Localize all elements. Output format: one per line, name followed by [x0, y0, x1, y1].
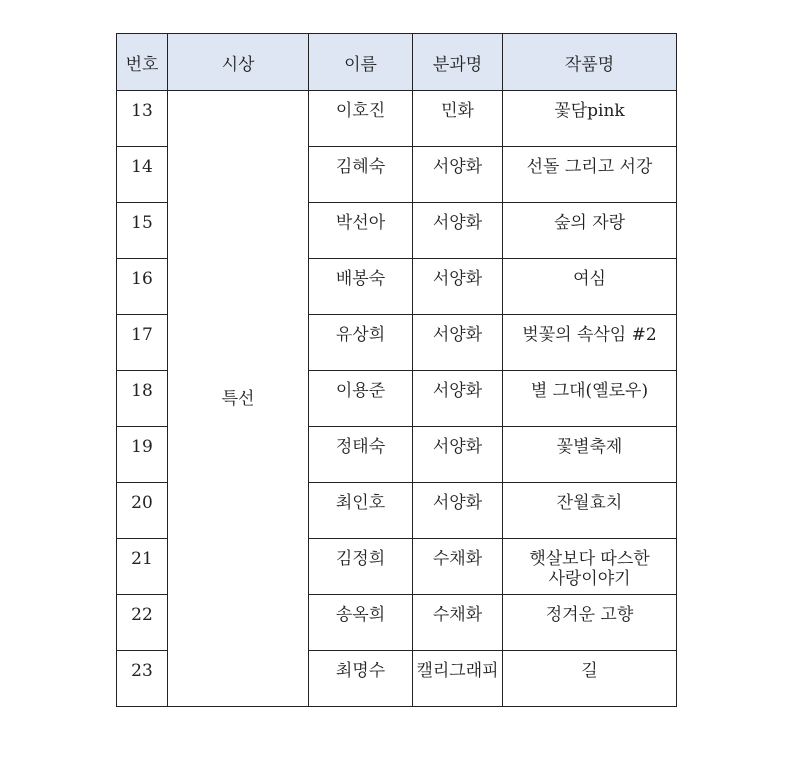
cell-number: 13 [117, 91, 168, 147]
cell-work-title [503, 147, 677, 203]
cell-number: 19 [117, 427, 168, 483]
cell-work-title [503, 539, 677, 595]
cell-number: 20 [117, 483, 168, 539]
cell-work-title [503, 315, 677, 371]
work-title-line: 선돌 그리고 서강 [526, 157, 653, 177]
header-award: 시상 [168, 34, 309, 91]
cell-category: 수채화 [413, 595, 503, 651]
cell-number: 23 [117, 651, 168, 707]
header-name: 이름 [309, 34, 413, 91]
header-work: 작품명 [503, 34, 677, 91]
cell-category: 서양화 [413, 483, 503, 539]
work-title-line: 꽃담pink [554, 101, 625, 121]
cell-number: 15 [117, 203, 168, 259]
cell-category: 캘리그래피 [413, 651, 503, 707]
cell-category: 서양화 [413, 259, 503, 315]
header-number: 번호 [117, 34, 168, 91]
cell-name: 김정희 [309, 539, 413, 595]
work-title-line: 꽃별축제 [556, 437, 623, 457]
cell-category: 서양화 [413, 147, 503, 203]
cell-work-title [503, 259, 677, 315]
cell-name: 이호진 [309, 91, 413, 147]
cell-number: 16 [117, 259, 168, 315]
work-title-line: 숲의 자랑 [553, 213, 626, 233]
cell-name: 박선아 [309, 203, 413, 259]
work-title-line: 벚꽃의 속삭임 #2 [522, 325, 657, 345]
header-category: 분과명 [413, 34, 503, 91]
cell-category: 서양화 [413, 427, 503, 483]
cell-work-title [503, 595, 677, 651]
cell-number: 17 [117, 315, 168, 371]
work-title-line: 길 [581, 661, 598, 681]
cell-name: 유상희 [309, 315, 413, 371]
cell-number: 21 [117, 539, 168, 595]
header-row [117, 34, 677, 91]
cell-category: 서양화 [413, 315, 503, 371]
cell-work-title [503, 427, 677, 483]
cell-number: 14 [117, 147, 168, 203]
cell-number: 22 [117, 595, 168, 651]
cell-category: 민화 [413, 91, 503, 147]
cell-name: 김혜숙 [309, 147, 413, 203]
cell-work-title [503, 91, 677, 147]
awards-table [116, 33, 677, 707]
table-row [117, 91, 677, 147]
cell-name: 정태숙 [309, 427, 413, 483]
table-body [117, 91, 677, 707]
cell-name: 최명수 [309, 651, 413, 707]
cell-category: 서양화 [413, 371, 503, 427]
cell-name: 배봉숙 [309, 259, 413, 315]
cell-work-title [503, 203, 677, 259]
cell-award-group: 특선 [168, 91, 309, 707]
cell-work-title [503, 651, 677, 707]
cell-category: 서양화 [413, 203, 503, 259]
work-title-line: 잔월효치 [556, 493, 623, 513]
cell-category: 수채화 [413, 539, 503, 595]
cell-work-title [503, 371, 677, 427]
cell-name: 이용준 [309, 371, 413, 427]
work-title-line: 정겨운 고향 [545, 605, 634, 625]
work-title-line: 별 그대(옐로우) [530, 381, 649, 401]
cell-work-title [503, 483, 677, 539]
cell-number: 18 [117, 371, 168, 427]
work-title-line: 햇살보다 따스한 [529, 549, 650, 569]
cell-name: 송옥희 [309, 595, 413, 651]
work-title-line: 여심 [573, 269, 606, 289]
work-title-line: 사랑이야기 [548, 569, 631, 589]
cell-name: 최인호 [309, 483, 413, 539]
